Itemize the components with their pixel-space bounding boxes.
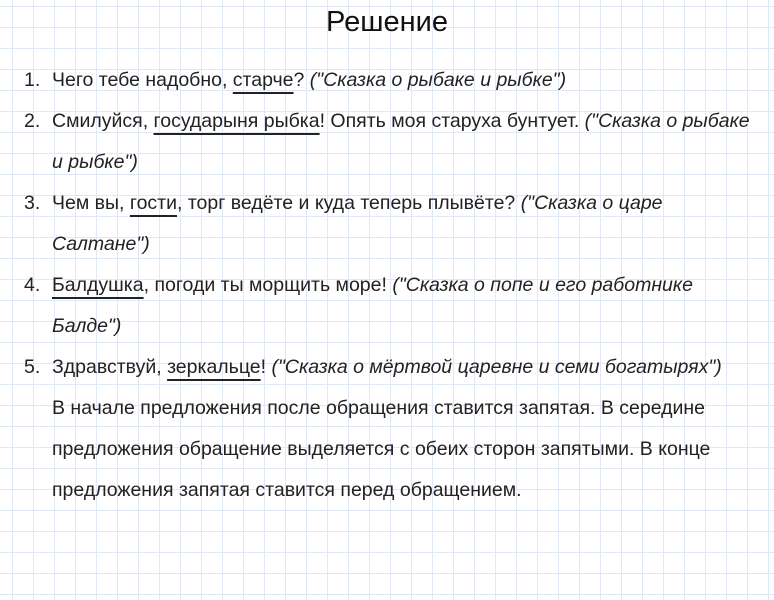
source-title: ("Сказка о рыбаке и рыбке") <box>309 69 567 91</box>
address-word: государыня рыбка <box>153 110 320 132</box>
list-item <box>24 60 764 101</box>
list-item <box>24 347 764 388</box>
item-number: 1. <box>24 69 41 91</box>
address-word: гости <box>129 192 177 214</box>
source-title: ("Сказка о попе и его работнике Балде") <box>52 274 693 337</box>
item-number: 2. <box>24 110 41 132</box>
address-word: Балдушка <box>52 274 144 296</box>
address-word: старче <box>232 69 294 91</box>
sentence-text: ! <box>260 356 272 378</box>
sentence-text: Смилуйся, <box>52 110 154 132</box>
conclusion-paragraph: В начале предложения после обращения ставится запятая. В середине предложения обращение выделяется с обеих сторон запятыми. В конце предложения запятая ставится перед обращением. <box>52 397 711 501</box>
source-title: ("Сказка о царе Салтане") <box>52 192 663 255</box>
sentence-text: , погоди ты морщить море! <box>143 274 393 296</box>
sentence-text: ! Опять моя старуха бунтует. <box>319 110 585 132</box>
item-number: 4. <box>24 274 41 296</box>
sentence-text: Чем вы, <box>52 192 130 214</box>
source-title: ("Сказка о рыбаке и рыбке") <box>52 110 750 173</box>
sentence-text: Чего тебе надобно, <box>52 69 233 91</box>
sentence-text: ? <box>293 69 310 91</box>
page-title: Решение <box>326 6 448 38</box>
list-item <box>24 101 764 183</box>
address-word: зеркальце <box>167 356 261 378</box>
item-number: 3. <box>24 192 41 214</box>
item-number: 5. <box>24 356 41 378</box>
list-item <box>24 183 764 265</box>
source-title: ("Сказка о мёртвой царевне и семи богатырях") <box>271 356 722 378</box>
sentence-text: Здравствуй, <box>52 356 168 378</box>
list-item <box>24 265 764 347</box>
answer-list <box>24 60 764 511</box>
sentence-text: , торг ведёте и куда теперь плывёте? <box>177 192 521 214</box>
